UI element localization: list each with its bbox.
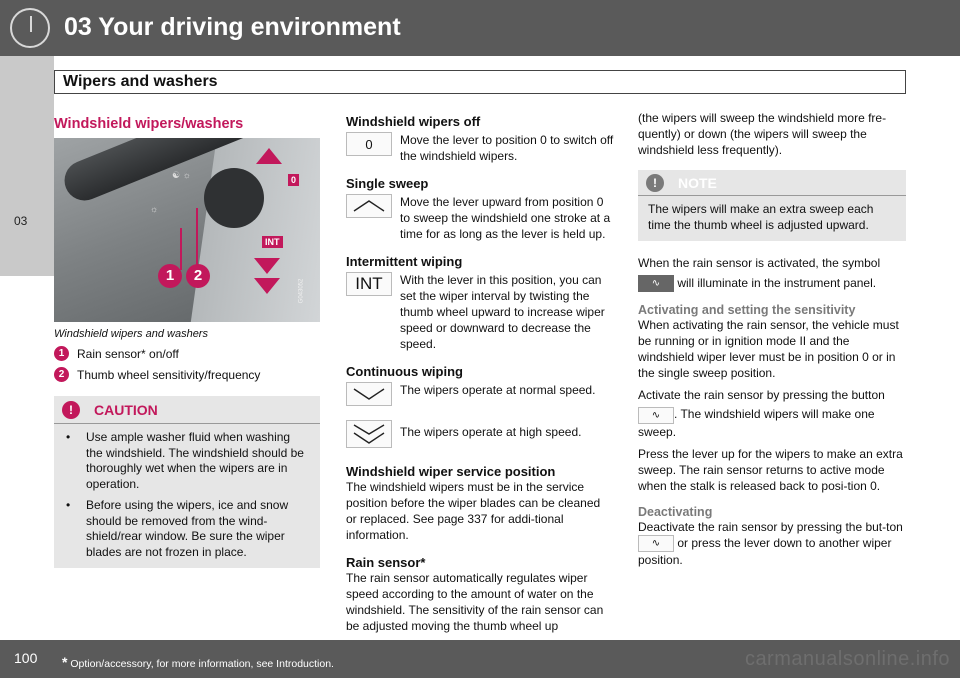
gauge-icon [10,8,50,48]
activate-text: Activate the rain sensor by pressing the button [638,388,885,403]
deactivate-text-end: or press the lever down to another wiper position. [638,535,892,567]
extra-sweep-text: Press the lever up for the wipers to make an extra sweep. The rain sensor returns to active mode when the stalk is released back to posi-tion 0. [638,446,903,493]
service-position-text: The windshield wipers must be in the service position before the wiper blades can be cleaned or replaced. See page 337 for addi-tional information. [346,480,601,542]
legend-number: 2 [54,367,69,382]
footnote-asterisk: * [62,654,68,670]
position-int-tag: INT [262,236,283,248]
position-0-tag: 0 [288,174,299,186]
figure-code: G043052 [298,278,305,304]
note-text: The wipers will make an extra sweep each time the thumb wheel is adjusted upward. [648,202,874,232]
footnote-text: Option/accessory, for more information, see Introduction. [70,658,334,670]
activate-text-end: . The windshield wipers will make one sweep. [638,407,875,439]
sensitivity-text: When activating the rain sensor, the vehicle must be running or in ignition mode II and the windshield wiper lever must be in position 0 or in the single sweep position. [638,318,899,381]
wipers-off-heading: Windshield wipers off [346,114,481,129]
activated-text: When the rain sensor is activated, the symbol [638,256,881,270]
watermark: carmanualsonline.info [744,648,950,670]
warning-icon: ! [62,401,80,419]
chapter-tab-label: 03 [14,214,28,228]
caution-bullet: • Before using the wipers, ice and snow should be removed from the wind-shield/rear window. Be sure the wiper blades are not frozen in place. [54,492,320,560]
down-chevron-icon [346,382,392,406]
rain-sensor-text: The rain sensor automatically regulates wiper speed according to the amount of water on the windshield. The sensitivity of the rain sensor can be adjusted moving the thumb wheel up [346,571,604,633]
caution-bullet: • Use ample washer fluid when washing the windshield. The windshield should be thoroughly wet when the wipers are in operation. [54,424,320,492]
note-title: NOTE [678,174,717,191]
high-speed-text: The wipers operate at high speed. [400,425,582,439]
column-2 [346,104,614,634]
continuous-heading: Continuous wiping [346,364,463,379]
note-box [638,170,906,241]
intermittent-heading: Intermittent wiping [346,254,463,269]
caution-bullet-text: Use ample washer fluid when washing the windshield. The windshield should be thoroughly wet when the wipers are in operation. [86,430,304,491]
deactivating-heading: Deactivating [638,504,713,519]
wiper-lever-figure: ☯ ☼ ☼ 1 2 0 INT G043052 [54,138,320,322]
legend-text: Rain sensor* on/off [77,346,179,361]
figure-caption: Windshield wipers and washers [54,328,208,340]
page-footer [0,640,960,678]
legend-item [54,367,320,382]
chapter-tab [0,56,54,276]
double-down-chevron-icon [346,420,392,448]
int-symbol: INT [346,272,392,296]
section-title: Wipers and washers [63,73,218,90]
up-chevron-icon [346,194,392,218]
rain-sensor-button-icon: ∿ [638,407,674,424]
column-3 [638,110,906,568]
caution-title: CAUTION [94,401,158,418]
info-icon: ! [646,174,664,192]
chapter-title: 03 Your driving environment [64,13,401,41]
legend-item [54,346,320,361]
arrow-down-icon [254,258,280,274]
legend-number: 1 [54,346,69,361]
wipers-washers-heading: Windshield wipers/washers [54,116,244,132]
activated-text-end: will illuminate in the instrument panel. [677,276,877,290]
sensitivity-heading: Activating and setting the sensitivity [638,303,856,318]
rain-sensor-indicator-icon: ∿ [638,275,674,292]
callout-2-badge: 2 [186,264,210,288]
arrow-down-double-icon [254,278,280,294]
single-sweep-heading: Single sweep [346,176,429,191]
rain-sensor-heading: Rain sensor* [346,555,426,570]
caution-box [54,396,320,568]
service-position-heading: Windshield wiper service position [346,464,556,479]
page-number: 100 [14,650,38,666]
rain-sensor-button-icon: ∿ [638,535,674,552]
caution-bullet-text: Before using the wipers, ice and snow should be removed from the wind-shield/rear window. Be sure the wiper blades are not frozen in place. [86,498,289,559]
footnote [62,654,334,670]
single-sweep-text: Move the lever upward from position 0 to sweep the windshield one stroke at a time for as long as the lever is held up. [400,195,611,241]
intermittent-text: With the lever in this position, you can set the wiper interval by twisting the thumb wheel upward to increase wiper speed or downward to decrease the speed. [400,273,605,351]
page-header [0,0,960,56]
arrow-up-icon [256,148,282,164]
column-1 [54,104,320,568]
deactivate-text: Deactivate the rain sensor by pressing the but-ton [638,519,903,534]
callout-1-badge: 1 [158,264,182,288]
wipers-off-text: Move the lever to position 0 to switch off the windshield wipers. [400,133,614,163]
position-0-symbol: 0 [346,132,392,156]
normal-speed-text: The wipers operate at normal speed. [400,383,596,397]
legend-text: Thumb wheel sensitivity/frequency [77,367,261,382]
rain-sensor-continued: (the wipers will sweep the windshield more fre-quently) or down (the wipers will sweep the windshield less frequently). [638,111,887,157]
section-bar [54,70,906,94]
